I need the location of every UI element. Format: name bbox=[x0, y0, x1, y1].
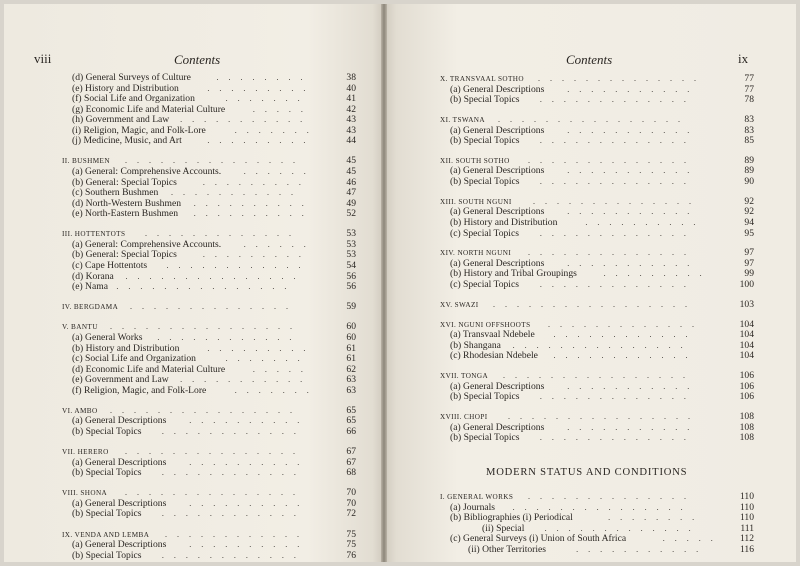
leader-dots: . . . . . . . . . . bbox=[189, 457, 308, 467]
entry-title: (b) Shangana bbox=[450, 339, 501, 351]
leader-dots: . . . . . . . . . . . . . . . . . bbox=[493, 299, 695, 309]
leader-dots: . . . . . . . . . bbox=[207, 136, 314, 146]
entry-title: (b) General: Special Topics bbox=[72, 249, 177, 261]
toc-entry-row bbox=[62, 208, 356, 220]
entry-page-number: 66 bbox=[346, 425, 356, 437]
entry-page-number: 99 bbox=[744, 268, 754, 280]
entry-page-number: 106 bbox=[739, 380, 754, 392]
leader-dots: . . . . . . . . . . . . bbox=[553, 330, 696, 340]
leader-dots: . . . . . . . . . . . . bbox=[166, 261, 309, 270]
toc-entry-row bbox=[62, 281, 356, 293]
entry-page-number: 110 bbox=[739, 501, 754, 513]
book-gutter bbox=[381, 4, 387, 562]
entry-page-number: 62 bbox=[346, 363, 356, 375]
entry-page-number: 89 bbox=[744, 165, 754, 177]
leader-dots: . . . . . . . . . . . bbox=[567, 422, 698, 432]
entry-page-number: 111 bbox=[740, 522, 754, 534]
leader-dots: . . . . . . . bbox=[225, 354, 308, 364]
leader-dots: . . . . . . . . . . . . . . bbox=[528, 155, 694, 165]
leader-dots: . . . . . . . . . bbox=[202, 177, 309, 187]
leader-dots: . . . . . . . . . . bbox=[189, 416, 308, 426]
entry-title: (c) Social Life and Organization bbox=[72, 353, 196, 365]
toc-entry-row bbox=[440, 391, 754, 403]
leader-dots: . . . . . . . . . . . . . . . bbox=[125, 488, 303, 498]
entry-page-number: 89 bbox=[744, 154, 754, 166]
toc-entry-row bbox=[62, 385, 356, 397]
chapter-title: III. HOTTENTOTS bbox=[62, 230, 126, 239]
leader-dots: . . . . . . . . . . . . . . bbox=[528, 248, 694, 258]
entry-page-number: 97 bbox=[744, 247, 754, 259]
leader-dots: . . . . . . . . . . . . . . bbox=[538, 74, 704, 83]
leader-dots: . . . . . . . . . . . . . . . . bbox=[508, 412, 698, 422]
leader-dots: . . . . . . . . . . . . . bbox=[539, 228, 694, 238]
entry-page-number: 110 bbox=[739, 491, 754, 502]
entry-title: (a) Transvaal Ndebele bbox=[450, 329, 535, 341]
entry-title: (b) Special Topics bbox=[72, 549, 142, 561]
entry-page-number: 49 bbox=[346, 197, 356, 209]
leader-dots: . . . . . . . . . . . . bbox=[161, 426, 304, 436]
leader-dots: . . . . . . . bbox=[225, 94, 308, 104]
leader-dots: . . . . . . . . . . . . . bbox=[539, 95, 694, 105]
leader-dots: . . . . . . . . . . . . . . bbox=[528, 492, 694, 501]
leader-dots: . . . . . . . . . . . . . . . bbox=[125, 271, 304, 281]
chapter-title: VI. AMBO bbox=[62, 406, 98, 415]
toc-entry-row bbox=[62, 508, 356, 520]
entry-title: (d) General Surveys of Culture bbox=[72, 72, 191, 83]
entry-page-number: 103 bbox=[739, 298, 754, 310]
chapter-title: XV. SWAZI bbox=[440, 300, 479, 309]
entry-title: (b) Special Topics bbox=[72, 467, 142, 479]
entry-page-number: 47 bbox=[346, 187, 356, 199]
entry-page-number: 106 bbox=[739, 391, 754, 403]
entry-page-number: 59 bbox=[346, 301, 356, 313]
leader-dots: . . . . . . . . . . . bbox=[171, 188, 301, 198]
entry-page-number: 75 bbox=[346, 528, 356, 540]
leader-dots: . . . . . . . . . . . . . . . . bbox=[110, 405, 300, 415]
entry-page-number: 42 bbox=[346, 103, 356, 115]
entry-page-number: 61 bbox=[346, 342, 356, 354]
leader-dots: . . . . . . . . . . . . . . . bbox=[125, 156, 303, 166]
leader-dots: . . . . . . . . . . . . bbox=[161, 509, 304, 519]
entry-title: (ii) Other Territories bbox=[468, 544, 547, 555]
entry-page-number: 54 bbox=[346, 260, 356, 271]
toc-entry-row bbox=[62, 135, 356, 147]
entry-page-number: 63 bbox=[346, 384, 356, 396]
leader-dots: . . . . . . . . . . bbox=[189, 498, 308, 508]
leader-dots: . . . . . bbox=[252, 104, 311, 114]
chapter-title: IX. VENDA AND LEMBA bbox=[62, 530, 150, 539]
entry-page-number: 60 bbox=[346, 321, 356, 333]
entry-title: (a) General Descriptions bbox=[450, 83, 545, 95]
leader-dots: . . . . . . . . . . . . . . . bbox=[512, 502, 691, 512]
leader-dots: . . . . . . . . . bbox=[603, 269, 710, 279]
leader-dots: . . . . . . bbox=[243, 167, 314, 176]
entry-title: (j) Medicine, Music, and Art bbox=[72, 135, 182, 147]
chapter-title: II. BUSHMEN bbox=[62, 157, 110, 166]
leader-dots: . . . . . . . . . . . . . bbox=[539, 177, 694, 186]
toc-entry-row bbox=[440, 135, 754, 147]
entry-page-number: 52 bbox=[346, 208, 356, 220]
entry-page-number: 92 bbox=[744, 206, 754, 218]
entry-title: (c) General Surveys (i) Union of South Africa bbox=[450, 533, 627, 545]
chapter-title: I. GENERAL WORKS bbox=[440, 493, 514, 501]
entry-page-number: 83 bbox=[744, 124, 754, 136]
entry-page-number: 104 bbox=[739, 318, 754, 330]
leader-dots: . . . . . . . . . . bbox=[585, 217, 704, 227]
entry-title: (i) Religion, Magic, and Folk-Lore bbox=[72, 124, 206, 136]
entry-page-number: 67 bbox=[346, 446, 356, 458]
entry-title: (d) Economic Life and Material Culture bbox=[72, 363, 226, 375]
toc-entry-row bbox=[440, 176, 754, 188]
leader-dots: . . . . . bbox=[662, 534, 721, 544]
entry-title: (a) Journals bbox=[450, 501, 496, 513]
leader-dots: . . . . . bbox=[252, 364, 311, 374]
entry-page-number: 43 bbox=[346, 114, 356, 126]
entry-title: (a) General Descriptions bbox=[450, 380, 545, 392]
entry-page-number: 45 bbox=[346, 155, 356, 167]
entry-title: (e) Government and Law bbox=[72, 374, 169, 386]
entry-page-number: 104 bbox=[739, 339, 754, 351]
leader-dots: . . . . . . . . . . . bbox=[567, 125, 698, 135]
entry-title: (b) Special Topics bbox=[450, 135, 520, 147]
leader-dots: . . . . . . . . . bbox=[202, 250, 309, 260]
page-number-right: ix bbox=[738, 51, 749, 66]
entry-page-number: 70 bbox=[346, 487, 356, 499]
entry-page-number: 67 bbox=[346, 456, 356, 468]
chapter-title: XIII. SOUTH NGUNI bbox=[440, 197, 512, 206]
entry-title: (e) Nama bbox=[72, 281, 108, 293]
leader-dots: . . . . . . . . . . . bbox=[576, 545, 707, 554]
leader-dots: . . . . . . . . . . . bbox=[180, 375, 311, 385]
leader-dots: . . . . . . . . . . . bbox=[567, 84, 698, 94]
entry-title: (b) Special Topics bbox=[450, 432, 520, 444]
entry-page-number: 41 bbox=[346, 93, 356, 105]
chapter-title: VII. HERERO bbox=[62, 448, 109, 457]
entry-title: (b) Special Topics bbox=[450, 391, 520, 403]
leader-dots: . . . . . . . . . . . . . bbox=[539, 392, 694, 402]
entry-page-number: 83 bbox=[744, 113, 754, 125]
chapter-title: XVIII. CHOPI bbox=[440, 413, 488, 422]
leader-dots: . . . . . . . . . . . . . bbox=[145, 229, 299, 239]
section-title: MODERN STATUS AND CONDITIONS bbox=[486, 467, 688, 478]
leader-dots: . . . . . . . . . . . bbox=[567, 381, 698, 391]
toc-entry-row bbox=[440, 94, 754, 106]
entry-page-number: 90 bbox=[744, 176, 754, 187]
entry-title: (e) History and Distribution bbox=[72, 82, 179, 94]
entry-title: (a) General Descriptions bbox=[72, 456, 167, 468]
entry-title: (f) Religion, Magic, and Folk-Lore bbox=[72, 384, 207, 396]
entry-page-number: 106 bbox=[739, 370, 754, 382]
entry-page-number: 65 bbox=[346, 415, 356, 427]
entry-title: (a) General Descriptions bbox=[72, 539, 167, 551]
entry-page-number: 56 bbox=[346, 270, 356, 282]
entry-page-number: 53 bbox=[346, 228, 356, 240]
chapter-title: XVII. TONGA bbox=[440, 372, 489, 381]
leader-dots: . . . . . . . . . . . . . . bbox=[130, 302, 296, 312]
entry-title: (c) Special Topics bbox=[450, 227, 519, 239]
entry-title: (b) History and Tribal Groupings bbox=[450, 268, 577, 280]
entry-title: (a) General Descriptions bbox=[450, 124, 545, 136]
entry-title: (b) Special Topics bbox=[72, 425, 142, 437]
leader-dots: . . . . . . . . . . . . . . . bbox=[125, 447, 303, 457]
leader-dots: . . . . . . . . bbox=[608, 513, 703, 523]
entry-page-number: 43 bbox=[346, 124, 356, 136]
toc-entry-row bbox=[440, 228, 754, 240]
chapter-title: VIII. SHONA bbox=[62, 489, 108, 498]
entry-title: (c) Special Topics bbox=[450, 279, 519, 290]
leader-dots: . . . . . . . . . bbox=[207, 343, 314, 353]
entry-title: (a) General Descriptions bbox=[450, 421, 545, 433]
entry-page-number: 100 bbox=[739, 279, 754, 290]
entry-page-number: 53 bbox=[346, 238, 356, 250]
entry-title: (a) General Works bbox=[72, 331, 143, 343]
entry-page-number: 61 bbox=[346, 353, 356, 365]
entry-page-number: 65 bbox=[346, 404, 356, 416]
leader-dots: . . . . . . . . . . . bbox=[567, 166, 698, 176]
leader-dots: . . . . . . . . . . . bbox=[567, 207, 698, 217]
leader-dots: . . . . . . . . . . . . . . bbox=[533, 196, 699, 206]
leader-dots: . . . . . . . . . . bbox=[189, 540, 308, 550]
entry-page-number: 104 bbox=[739, 329, 754, 341]
leader-dots: . . . . . . . . . . . . . bbox=[539, 433, 694, 443]
entry-page-number: 104 bbox=[739, 350, 754, 362]
chapter-title: XIV. NORTH NGUNI bbox=[440, 249, 512, 258]
entry-page-number: 85 bbox=[744, 135, 754, 147]
entry-title: (b) Bibliographies (i) Periodical bbox=[450, 512, 573, 524]
leader-dots: . . . . . . . . . . bbox=[193, 209, 312, 219]
leader-dots: . . . . . . . . . . . . . bbox=[548, 319, 702, 329]
entry-page-number: 78 bbox=[744, 94, 754, 106]
leader-dots: . . . . . . . . . . . . bbox=[553, 351, 696, 361]
entry-title: (d) Korana bbox=[72, 270, 114, 282]
entry-title: (c) Rhodesian Ndebele bbox=[450, 350, 538, 362]
leader-dots: . . . . . . . . . . . . . . . . bbox=[110, 322, 300, 332]
chapter-title: XI. TSWANA bbox=[440, 115, 485, 124]
leader-dots: . . . . . . . . . . . . . bbox=[539, 280, 694, 289]
entry-title: (b) Special Topics bbox=[450, 176, 520, 187]
entry-page-number: 77 bbox=[744, 83, 754, 95]
leader-dots: . . . . . . . . . . . . . bbox=[539, 136, 694, 146]
entry-title: (b) Special Topics bbox=[72, 508, 142, 520]
leader-dots: . . . . . . . . . bbox=[207, 83, 314, 93]
leader-dots: . . . . . . . . . . . . . . . . bbox=[503, 371, 693, 381]
leader-dots: . . . . . . . . . . bbox=[193, 198, 312, 208]
page-number-left: viii bbox=[34, 51, 52, 66]
entry-page-number: 108 bbox=[739, 411, 754, 423]
leader-dots: . . . . . . . bbox=[234, 125, 317, 135]
leader-dots: . . . . . . . . bbox=[216, 73, 311, 82]
entry-page-number: 97 bbox=[744, 257, 754, 269]
entry-page-number: 56 bbox=[346, 281, 356, 293]
leader-dots: . . . . . . . . . . . . bbox=[161, 550, 304, 560]
entry-title: (a) General Descriptions bbox=[450, 206, 545, 218]
entry-page-number: 38 bbox=[346, 72, 356, 83]
toc-entry-row bbox=[440, 432, 754, 444]
toc-entry-row bbox=[62, 467, 356, 479]
entry-page-number: 77 bbox=[744, 73, 754, 84]
open-book bbox=[4, 4, 796, 562]
entry-page-number: 60 bbox=[346, 331, 356, 343]
entry-page-number: 72 bbox=[346, 508, 356, 520]
entry-page-number: 94 bbox=[744, 216, 754, 228]
right-page bbox=[384, 4, 796, 562]
entry-page-number: 53 bbox=[346, 249, 356, 261]
leader-dots: . . . . . . . . . . . bbox=[567, 258, 698, 268]
toc-entry-row bbox=[440, 544, 754, 556]
leader-dots: . . . . . . . . . . . . . . . . bbox=[498, 114, 688, 124]
leader-dots: . . . . . . . bbox=[234, 385, 317, 395]
entry-page-number: 92 bbox=[744, 195, 754, 207]
left-page bbox=[4, 4, 384, 562]
entry-page-number: 45 bbox=[346, 166, 356, 177]
leader-dots: . . . . . . . . . . . . . bbox=[544, 523, 699, 533]
entry-page-number: 75 bbox=[346, 539, 356, 551]
entry-page-number: 46 bbox=[346, 176, 356, 188]
toc-entry-row bbox=[440, 279, 754, 291]
leader-dots: . . . . . . . . . . . . bbox=[161, 468, 304, 478]
entry-title: (a) General Descriptions bbox=[72, 415, 167, 427]
entry-page-number: 76 bbox=[346, 549, 356, 561]
entry-title: (c) Southern Bushmen bbox=[72, 187, 159, 199]
entry-title: (a) General Descriptions bbox=[450, 165, 545, 177]
chapter-title: XII. SOUTH SOTHO bbox=[440, 156, 510, 165]
leader-dots: . . . . . . . . . . . bbox=[180, 115, 311, 125]
entry-page-number: 44 bbox=[346, 135, 356, 147]
entry-title: (a) General Descriptions bbox=[72, 497, 167, 509]
entry-title: (a) General Descriptions bbox=[450, 257, 545, 269]
toc-chapter-row bbox=[440, 299, 754, 311]
leader-dots: . . . . . . . . . . . . . . . bbox=[116, 282, 295, 292]
chapter-title: V. BANTU bbox=[62, 323, 98, 332]
toc-entry-row bbox=[440, 350, 754, 362]
running-header-left: Contents bbox=[174, 52, 221, 67]
toc-chapter-row bbox=[62, 301, 356, 313]
entry-title: (b) Special Topics bbox=[450, 94, 520, 106]
entry-page-number: 95 bbox=[744, 227, 754, 239]
leader-dots: . . . . . . bbox=[243, 239, 314, 249]
entry-page-number: 112 bbox=[739, 533, 754, 545]
entry-title: (a) General: Comprehensive Accounts. bbox=[72, 238, 222, 250]
entry-title: (b) General: Special Topics bbox=[72, 176, 177, 188]
leader-dots: . . . . . . . . . . . . bbox=[157, 332, 300, 342]
entry-title: (d) North-Western Bushmen bbox=[72, 197, 181, 209]
entry-page-number: 40 bbox=[346, 82, 356, 94]
entry-title: (h) Government and Law bbox=[72, 114, 170, 126]
entry-page-number: 70 bbox=[346, 497, 356, 509]
leader-dots: . . . . . . . . . . . . . . . bbox=[512, 340, 691, 350]
toc-entry-row bbox=[62, 426, 356, 438]
entry-page-number: 108 bbox=[739, 421, 754, 433]
entry-title: (b) History and Distribution bbox=[450, 216, 558, 228]
chapter-title: X. TRANSVAAL SOTHO bbox=[440, 75, 524, 83]
entry-page-number: 68 bbox=[346, 467, 356, 479]
running-header-right: Contents bbox=[566, 52, 613, 67]
entry-page-number: 116 bbox=[739, 544, 754, 555]
chapter-title: XVI. NGUNI OFFSHOOTS bbox=[440, 320, 531, 329]
entry-title: (a) General: Comprehensive Accounts. bbox=[72, 166, 222, 177]
entry-title: (b) History and Distribution bbox=[72, 342, 180, 354]
toc-entry-row bbox=[62, 550, 356, 562]
entry-page-number: 108 bbox=[739, 432, 754, 444]
entry-title: (c) Cape Hottentots bbox=[72, 260, 148, 271]
entry-title: (f) Social Life and Organization bbox=[72, 93, 195, 105]
entry-title: (ii) Special bbox=[482, 522, 525, 534]
chapter-title: IV. BERGDAMA bbox=[62, 303, 119, 312]
entry-page-number: 63 bbox=[346, 374, 356, 386]
leader-dots: . . . . . . . . . . . . bbox=[165, 529, 307, 539]
entry-title: (g) Economic Life and Material Culture bbox=[72, 103, 226, 115]
entry-title: (e) North-Eastern Bushmen bbox=[72, 208, 179, 220]
entry-page-number: 110 bbox=[739, 512, 754, 524]
